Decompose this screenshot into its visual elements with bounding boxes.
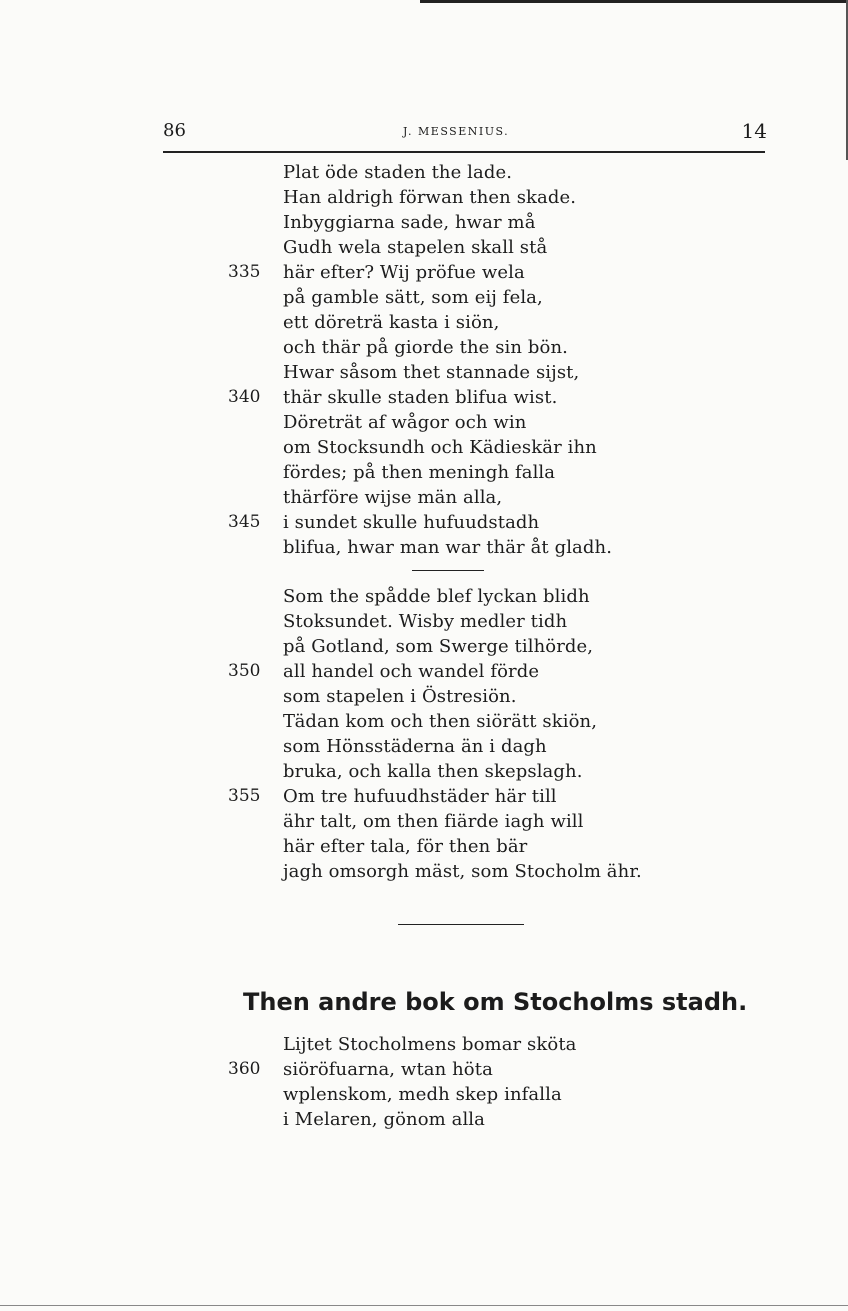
verse-line: Tädan kom och then siörätt skiön, xyxy=(283,711,598,732)
verse-line: här efter tala, för then bär xyxy=(283,836,528,857)
verse-line: jagh omsorgh mäst, som Stocholm ähr. xyxy=(283,861,642,882)
verse-line: Som the spådde blef lyckan blidh xyxy=(283,586,590,607)
verse-line: på Gotland, som Swerge tilhörde, xyxy=(283,636,594,657)
verse-line: bruka, och kalla then skepslagh. xyxy=(283,761,583,782)
verse-line: Om tre hufuudhstäder här till xyxy=(283,786,557,807)
running-title: J. MESSENIUS. xyxy=(403,125,510,138)
verse-line: all handel och wandel förde xyxy=(283,661,540,682)
verse-line: Han aldrigh förwan then skade. xyxy=(283,187,577,208)
page-number: 86 xyxy=(163,120,186,141)
verse-line: siöröfuarna, wtan höta xyxy=(283,1059,493,1080)
line-number: 340 xyxy=(228,387,261,407)
verse-line: Döreträt af wågor och win xyxy=(283,412,527,433)
verse-line: som stapelen i Östresiön. xyxy=(283,686,517,707)
header-rule xyxy=(163,151,765,153)
line-number: 350 xyxy=(228,661,261,681)
verse-line: ähr talt, om then fiärde iagh will xyxy=(283,811,584,832)
verse-line: Plat öde staden the lade. xyxy=(283,162,513,183)
scan-edge-bottom xyxy=(0,1305,848,1306)
folio-number: 14 xyxy=(741,119,767,143)
verse-line: och thär på giorde the sin bön. xyxy=(283,337,568,358)
section-divider xyxy=(412,570,484,571)
verse-line: i sundet skulle hufuudstadh xyxy=(283,512,540,533)
book-heading: Then andre bok om Stocholms stadh. xyxy=(243,988,748,1016)
verse-line: Inbyggiarna sade, hwar må xyxy=(283,212,536,233)
scan-edge-top xyxy=(420,0,848,3)
verse-line: Gudh wela stapelen skall stå xyxy=(283,237,548,258)
line-number: 335 xyxy=(228,262,261,282)
verse-line: thär skulle staden blifua wist. xyxy=(283,387,558,408)
line-number: 345 xyxy=(228,512,261,532)
verse-line: i Melaren, gönom alla xyxy=(283,1109,485,1130)
verse-line: här efter? Wij pröfue wela xyxy=(283,262,525,283)
verse-line: Lijtet Stocholmens bomar sköta xyxy=(283,1034,577,1055)
verse-line: fördes; på then meningh falla xyxy=(283,462,556,483)
page-header xyxy=(163,117,767,147)
verse-line: om Stocksundh och Kädieskär ihn xyxy=(283,437,597,458)
line-number: 355 xyxy=(228,786,261,806)
verse-line: thärföre wijse män alla, xyxy=(283,487,503,508)
verse-line: på gamble sätt, som eij fela, xyxy=(283,287,543,308)
verse-line: ett döreträ kasta i siön, xyxy=(283,312,500,333)
verse-line: Hwar såsom thet stannade sijst, xyxy=(283,362,580,383)
verse-line: som Hönsstäderna än i dagh xyxy=(283,736,547,757)
verse-line: blifua, hwar man war thär åt gladh. xyxy=(283,537,613,558)
book-divider xyxy=(398,924,524,925)
line-number: 360 xyxy=(228,1059,261,1079)
verse-line: wplenskom, medh skep infalla xyxy=(283,1084,562,1105)
verse-line: Stoksundet. Wisby medler tidh xyxy=(283,611,568,632)
